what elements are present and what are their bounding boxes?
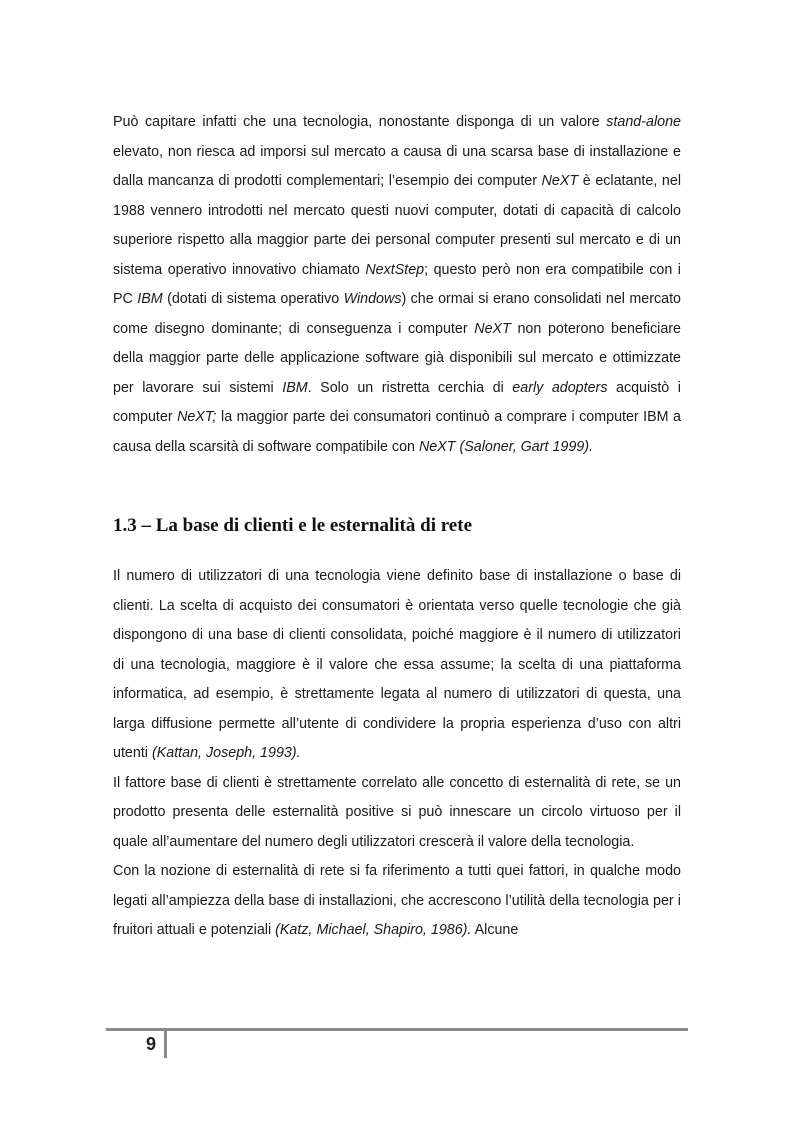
page-number: 9 (145, 1034, 156, 1054)
page-content (113, 108, 681, 946)
text-run: la maggior parte dei consumatori continuò a comprare i computer IBM a causa della scarsità di software compatibile con (113, 409, 682, 455)
italic-text-run: IBM (282, 379, 308, 396)
italic-text-run: NextStep (365, 261, 425, 278)
text-run: Alcune (471, 922, 519, 938)
paragraph-installed-base (113, 562, 681, 769)
text-run: Può capitare infatti che una tecnologia, nonostante disponga di un valore (113, 114, 607, 130)
paragraph-externalities-definition (113, 857, 681, 946)
italic-text-run: NeXT (541, 173, 579, 189)
text-run: elevato, non riesca ad imporsi sul mercato a causa di una scarsa base di installazione e dalla mancanza di prodotti complementari; l’esempio dei computer (113, 143, 681, 189)
text-run: ; questo però non era compatibile con i PC (113, 261, 681, 307)
text-run: ) che ormai si erano consolidati nel mercato come disegno dominante; di conseguenza i computer (113, 291, 681, 337)
italic-text-run: Windows (343, 291, 402, 307)
italic-text-run: (Katz, Michael, Shapiro, 1986). (275, 922, 472, 938)
text-run: Il numero di utilizzatori di una tecnologia viene definito base di installazione o base di clienti. La scelta di acquisto dei consumatori è orientata verso quelle tecnologie che già dispongono di una base di clienti consolidata, poiché maggiore è il numero di utilizzatori di una tecnologia, maggiore è il valore che essa assume; la scelta di una piattaforma informatica, ad esempio, è strettamente legata al numero di utilizzatori di questa, una larga diffusione permette all’utente di condividere la propria esperienza d’uso con altri utenti (113, 568, 681, 761)
italic-text-run: early adopters (512, 379, 608, 396)
footer-rule (106, 1028, 688, 1031)
italic-text-run: IBM (137, 291, 163, 307)
text-run: è eclatante, nel 1988 vennero introdotti nel mercato questi nuovi computer, dotati di capacità di calcolo superiore rispetto alla maggior parte dei personal computer presenti sul mercato e di un sistema operativo innovativo chiamato (113, 173, 681, 278)
text-run: Con la nozione di esternalità di rete si fa riferimento a tutti quei fattori, in qualche modo legati all’ampiezza della base di installazioni, che accrescono l’utilità della tecnologia per i fruitori attuali e potenziali (113, 863, 681, 938)
italic-text-run: stand-alone (606, 114, 681, 130)
text-run: acquistò i computer (113, 379, 681, 425)
paragraph-network-externalities (113, 769, 681, 858)
italic-text-run: NeXT (Saloner, Gart 1999). (418, 438, 593, 455)
footer-separator-bar (164, 1028, 167, 1058)
text-run: . Solo un ristretta cerchia di (307, 379, 513, 396)
italic-text-run: NeXT; (177, 409, 217, 425)
text-run: (dotati di sistema operativo (162, 291, 344, 307)
text-run: non poterono beneficiare della maggior parte delle applicazione software già disponibili sul mercato e ottimizzate per lavorare sui sistemi (113, 320, 681, 396)
text-run: Il fattore base di clienti è strettamente correlato alle concetto di esternalità di rete, se un prodotto presenta delle esternalità positive si può innescare un circolo virtuoso per il quale all’aumentare del numero degli utilizzatori crescerà il valore della tecnologia. (113, 774, 681, 850)
italic-text-run: NeXT (474, 320, 511, 337)
italic-text-run: (Kattan, Joseph, 1993). (151, 745, 301, 761)
paragraph-next-computer (113, 108, 681, 462)
section-heading: 1.3 – La base di clienti e le esternalità di rete (113, 515, 473, 536)
